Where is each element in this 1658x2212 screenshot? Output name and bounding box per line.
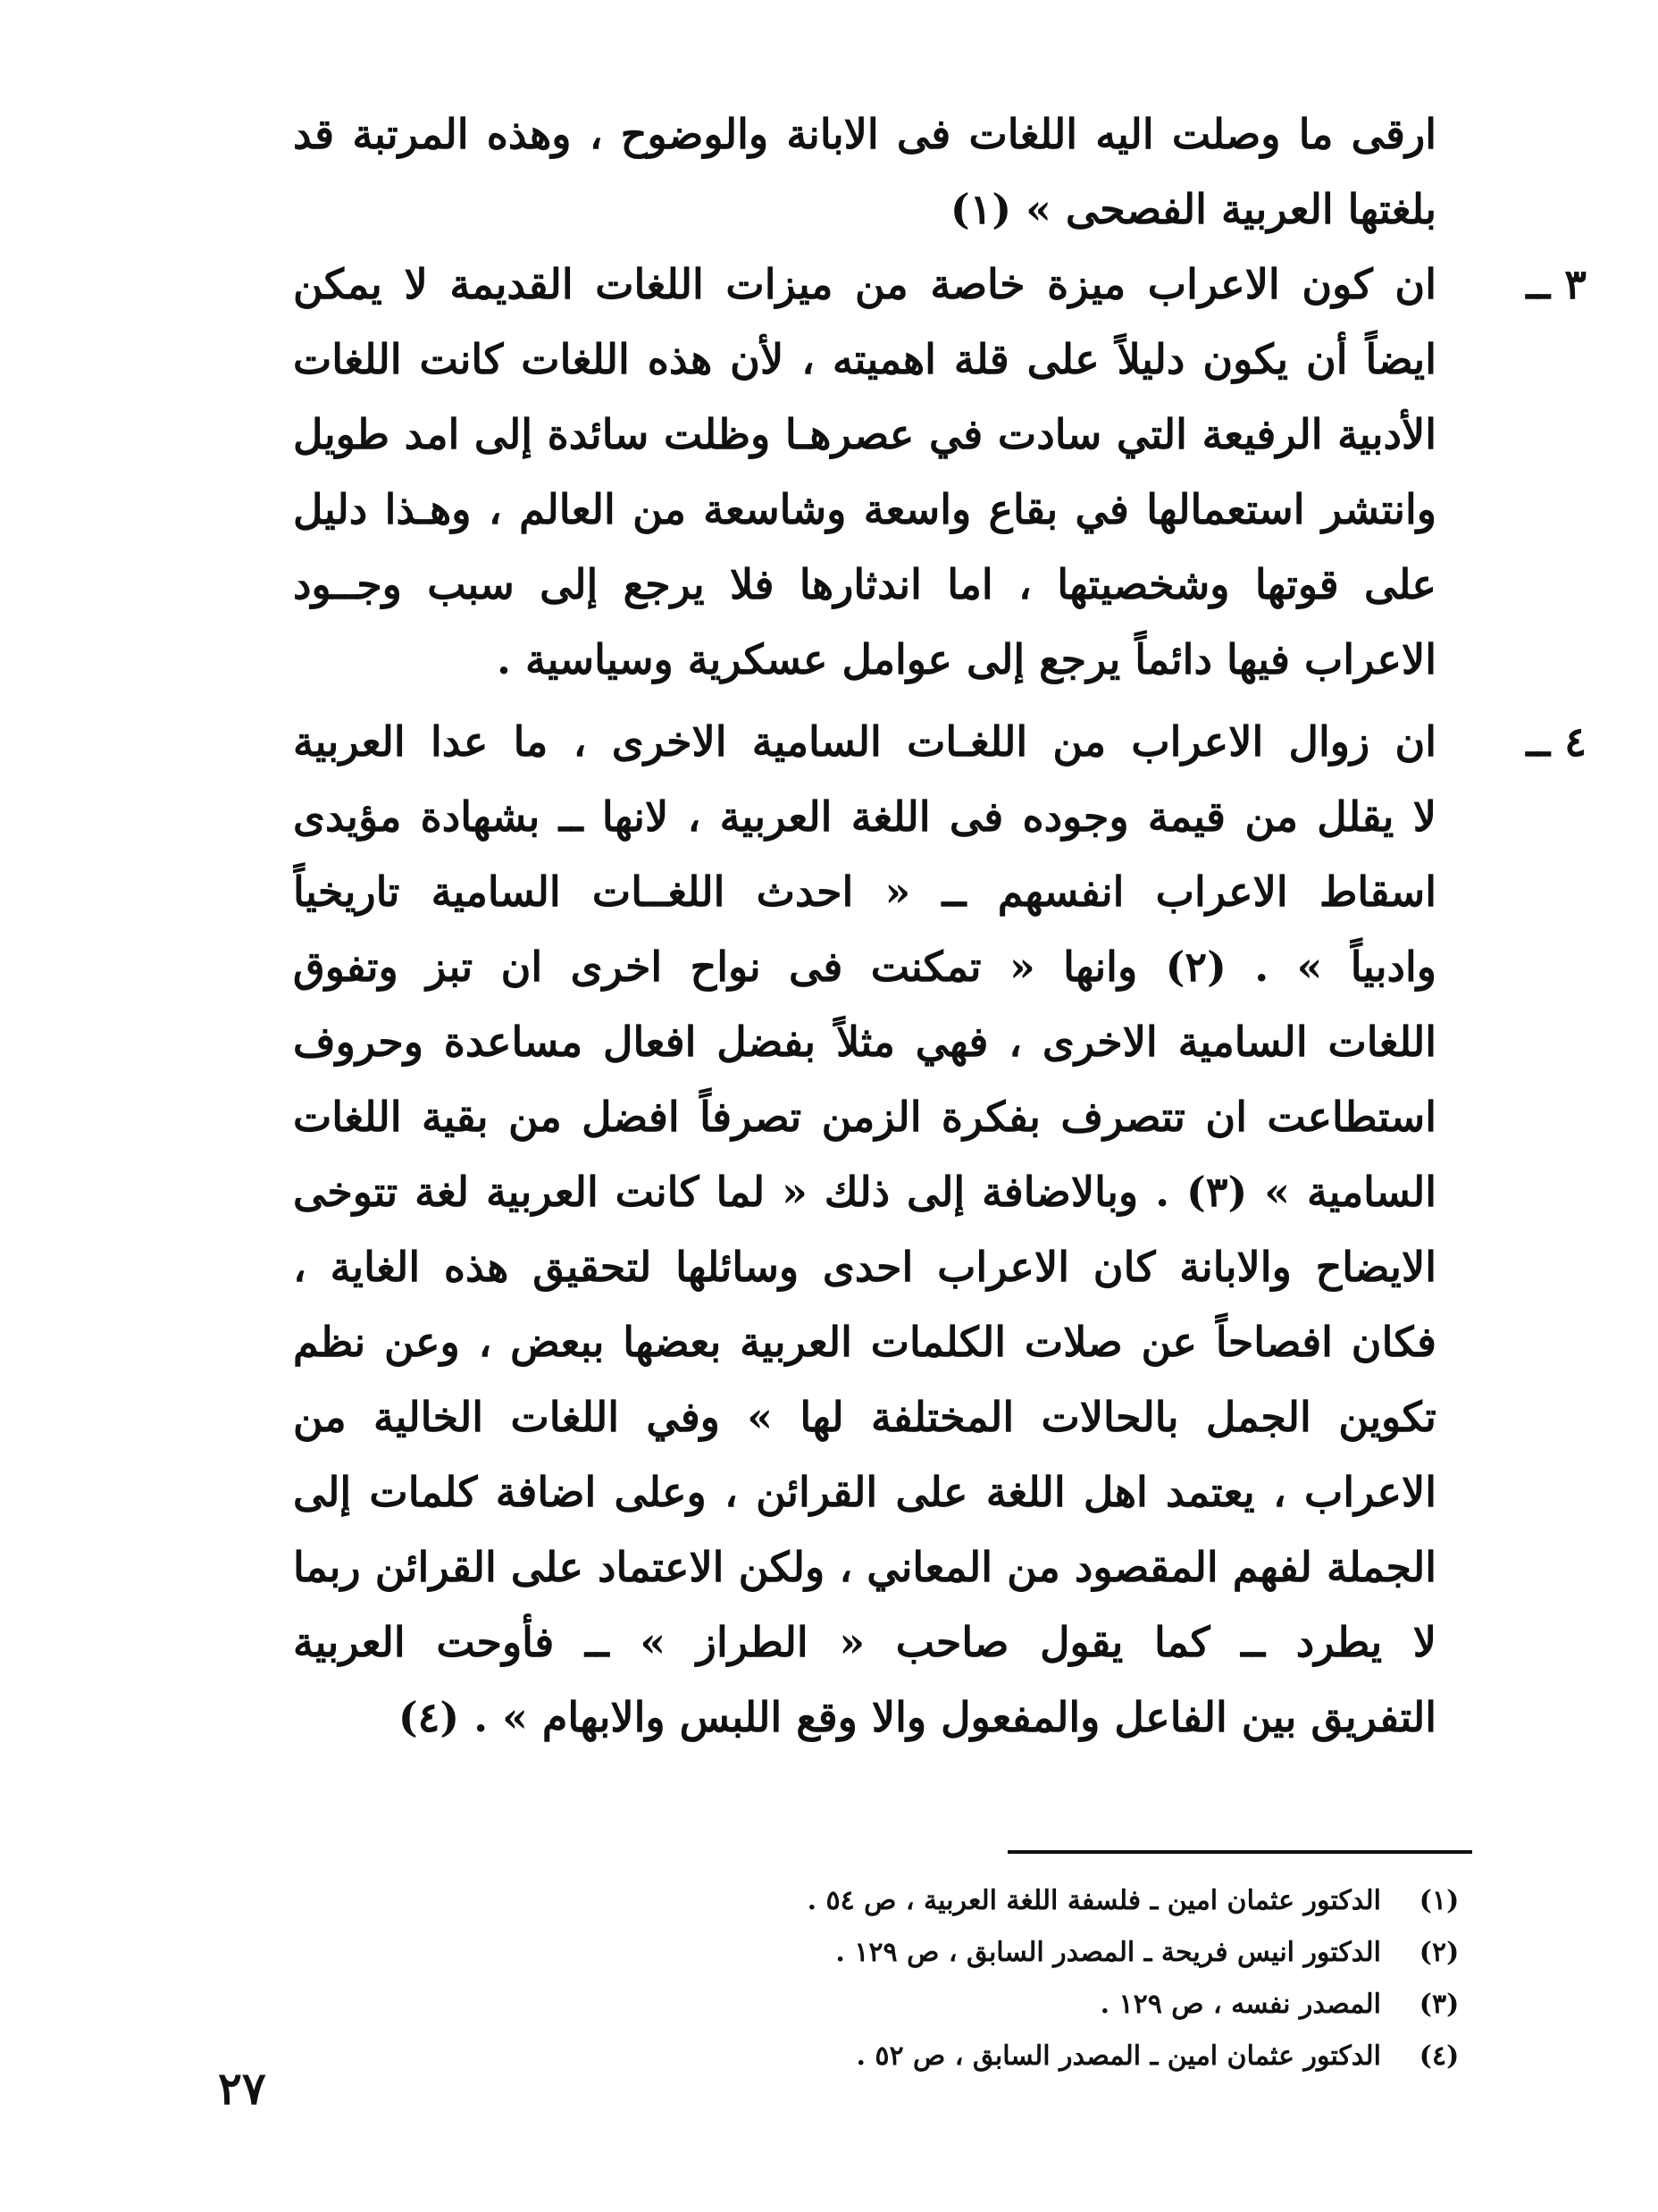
- footnote-divider: [1008, 1850, 1472, 1854]
- paragraph-gap: [293, 697, 1436, 704]
- numbered-item-3: [293, 247, 1587, 697]
- numbered-item-4: [293, 704, 1587, 1755]
- footnote-number: (٢): [1419, 1936, 1460, 1968]
- page-number: ٢٧: [218, 2062, 266, 2115]
- footnote-item: [311, 1874, 1472, 1926]
- text-line: على قوتها وشخصيتها ، اما اندثارها فلا يرجع إلى سبب وجــود: [293, 560, 1436, 608]
- text-line: الأدبية الرفيعة التي سادت في عصرهـا وظلت سائدة إلى امد طويل: [293, 410, 1436, 458]
- footnote-number: (٤): [1419, 2040, 1460, 2072]
- item-number: ٤ ــ: [1526, 717, 1587, 766]
- text-line: التفريق بين الفاعل والمفعول والا وقع اللبس والابهام » . (٤): [398, 1693, 1436, 1741]
- text-line: فكان افصاحاً عن صلات الكلمات العربية بعضها ببعض ، وعن نظم: [293, 1318, 1436, 1366]
- text-line: اللغات السامية الاخرى ، فهي مثلاً بفضل افعال مساعدة وحروف: [293, 1018, 1436, 1066]
- text-line: لا يطرد ــ كما يقول صاحب « الطراز » ــ فأوحت العربية: [293, 1618, 1436, 1666]
- text-line: ان كون الاعراب ميزة خاصة من ميزات اللغات القديمة لا يمكن: [293, 260, 1436, 308]
- text-line: بلغتها العربية الفصحى » (١): [950, 185, 1436, 233]
- footnote-text: الدكتور عثمان امين ـ المصدر السابق ، ص ٥٢ .: [856, 2040, 1381, 2072]
- text-line: وادبياً » . (٢) وانها « تمكنت فى نواح اخرى ان تبز وتفوق: [293, 943, 1436, 991]
- text-line: ان زوال الاعراب من اللغـات السامية الاخرى ، ما عدا العربية: [293, 717, 1436, 766]
- footnote-item: [311, 1926, 1472, 1978]
- text-line: اسقاط الاعراب انفسهم ــ « احدث اللغــات السامية تاريخياً: [293, 867, 1436, 916]
- text-line: الاعراب ، يعتمد اهل اللغة على القرائن ، وعلى اضافة كلمات إلى: [293, 1468, 1436, 1516]
- text-line: وانتشر استعمالها في بقاع واسعة وشاسعة من العالم ، وهـذا دليل: [293, 485, 1436, 533]
- text-line: الجملة لفهم المقصود من المعاني ، ولكن الاعتماد على القرائن ربما: [293, 1543, 1436, 1591]
- body-text: [293, 96, 1587, 1755]
- text-line: الايضاح والابانة كان الاعراب احدى وسائلها لتحقيق هذه الغاية ،: [293, 1243, 1436, 1291]
- footnote-text: المصدر نفسه ، ص ١٢٩ .: [1100, 1988, 1381, 2020]
- footnote-item: [311, 1978, 1472, 2030]
- text-line: لا يقلل من قيمة وجوده فى اللغة العربية ، لانها ــ بشهادة مؤيدى: [293, 792, 1436, 841]
- footnote-text: الدكتور انيس فريحة ـ المصدر السابق ، ص ١٢٩ .: [835, 1936, 1381, 1968]
- text-line: ارقى ما وصلت اليه اللغات فى الابانة والوضوح ، وهذه المرتبة قد: [293, 110, 1436, 158]
- text-line: ايضاً أن يكون دليلاً على قلة اهميته ، لأن هذه اللغات كانت اللغات: [293, 335, 1436, 383]
- text-line: السامية » (٣) . وبالاضافة إلى ذلك « لما كانت العربية لغة تتوخى: [293, 1168, 1436, 1216]
- footnote-number: (٣): [1419, 1988, 1460, 2020]
- text-line: الاعراب فيها دائماً يرجع إلى عوامل عسكرية وسياسية .: [496, 635, 1436, 683]
- footnote-item: [311, 2030, 1472, 2082]
- text-line: استطاعت ان تتصرف بفكرة الزمن تصرفاً افضل من بقية اللغات: [293, 1093, 1436, 1141]
- text-line: تكوين الجمل بالحالات المختلفة لها » وفي اللغات الخالية من: [293, 1393, 1436, 1441]
- footnotes: [311, 1874, 1472, 2082]
- footnote-text: الدكتور عثمان امين ـ فلسفة اللغة العربية ، ص ٥٤ .: [807, 1884, 1381, 1916]
- footnote-number: (١): [1419, 1884, 1460, 1916]
- item-number: ٣ ــ: [1526, 260, 1587, 308]
